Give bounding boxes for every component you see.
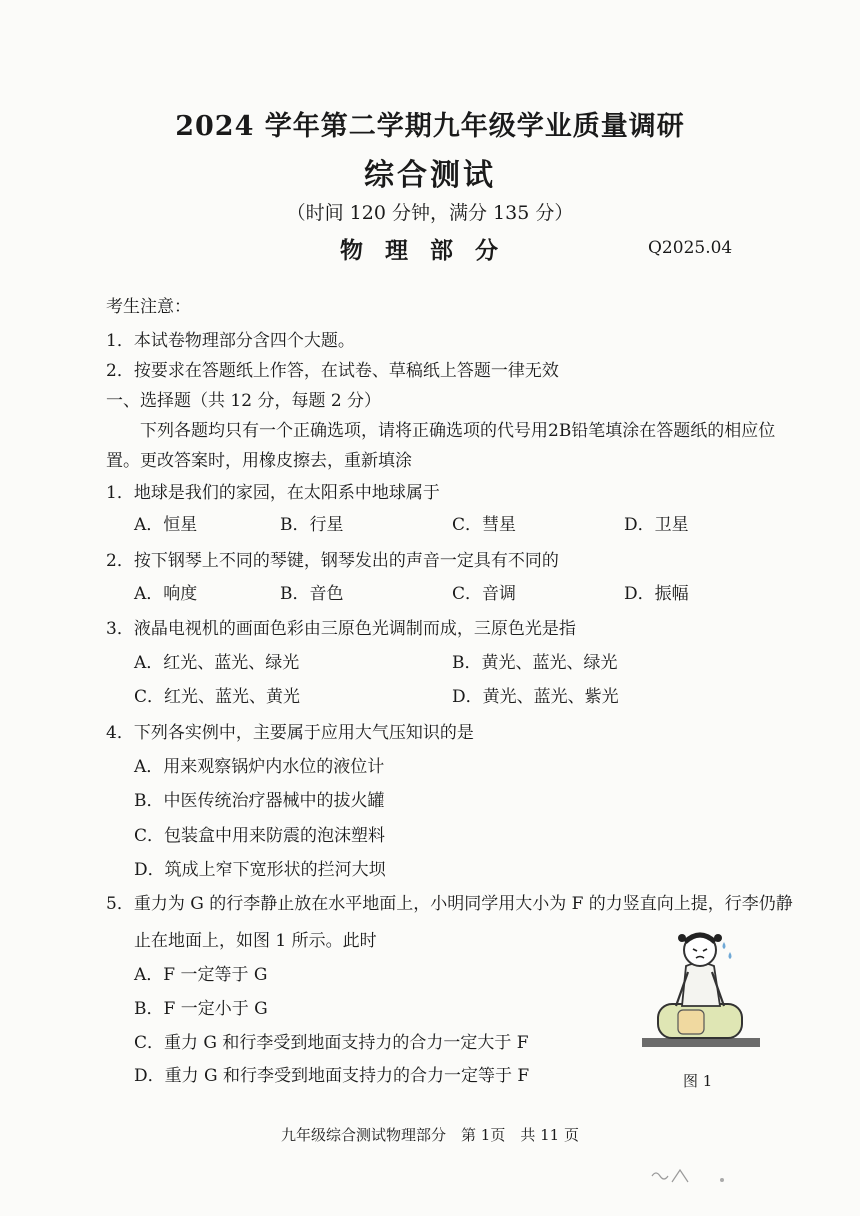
question-4-option-b: B．中医传统治疗器械中的拔火罐: [134, 791, 385, 811]
part1-heading: 一、选择题（共 12 分，每题 2 分）: [106, 391, 382, 411]
notice-item: 1．本试卷物理部分含四个大题。: [106, 331, 355, 351]
question-5-option-d: D．重力 G 和行李受到地面支持力的合力一定等于 F: [134, 1066, 530, 1086]
question-1-option-d: D．卫星: [624, 515, 689, 535]
question-1-option-c: C．彗星: [452, 515, 517, 535]
part1-instruction: 下列各题均只有一个正确选项，请将正确选项的代号用2B铅笔填涂在答题纸的相应位: [140, 421, 776, 441]
figure-caption: 图 1: [683, 1072, 713, 1090]
question-2-option-c: C．音调: [452, 584, 517, 604]
question-5-option-b: B．F 一定小于 G: [134, 999, 268, 1019]
question-4-option-d: D．筑成上窄下宽形状的拦河大坝: [134, 860, 386, 880]
time-note: （时间 120 分钟，满分 135 分）: [286, 202, 574, 224]
question-2-option-d: D．振幅: [624, 584, 689, 604]
sweat-drop: [723, 942, 726, 949]
question-5-stem: 5．重力为 G 的行李静止放在水平地面上，小明同学用大小为 F 的力竖直向上提，行李仍静: [106, 894, 793, 914]
notice-heading: 考生注意：: [106, 297, 191, 317]
question-3-option-c: C．红光、蓝光、黄光: [134, 687, 301, 707]
question-4-option-a: A．用来观察锅炉内水位的液位计: [134, 757, 385, 777]
question-3-option-d: D．黄光、蓝光、紫光: [452, 687, 619, 707]
question-2-stem: 2．按下钢琴上不同的琴键，钢琴发出的声音一定具有不同的: [106, 551, 559, 571]
question-4-stem: 4．下列各实例中，主要属于应用大气压知识的是: [106, 723, 474, 743]
question-1-stem: 1．地球是我们的家园，在太阳系中地球属于: [106, 483, 440, 503]
scan-mark-icon: [648, 1162, 728, 1192]
luggage-pocket-shape: [678, 1010, 704, 1034]
figure-1-illustration: [638, 920, 764, 1060]
notice-item: 2．按要求在答题纸上作答，在试卷、草稿纸上答题一律无效: [106, 361, 559, 381]
question-5-stem-cont: 止在地面上，如图 1 所示。此时: [134, 931, 377, 951]
sweat-drop: [729, 952, 732, 959]
hair-bun-right: [714, 934, 722, 942]
part1-instruction: 置。更改答案时，用橡皮擦去，重新填涂: [106, 451, 412, 471]
question-3-option-b: B．黄光、蓝光、绿光: [452, 653, 618, 673]
question-2-option-a: A．响度: [134, 584, 198, 604]
section-title: 物理部分: [340, 237, 520, 264]
exam-subtitle: 综合测试: [364, 158, 496, 193]
body-shape: [682, 963, 720, 1006]
question-4-option-c: C．包装盒中用来防震的泡沫塑料: [134, 826, 386, 846]
page-footer: 九年级综合测试物理部分 第 1页 共 11 页: [281, 1126, 579, 1144]
hair-bun-left: [678, 934, 686, 942]
question-1-option-b: B．行星: [280, 515, 344, 535]
question-1-option-a: A．恒星: [134, 515, 198, 535]
exam-code: Q2025.04: [648, 238, 733, 258]
question-3-option-a: A．红光、蓝光、绿光: [134, 653, 300, 673]
question-2-option-b: B．音色: [280, 584, 344, 604]
ground-shape: [642, 1038, 760, 1047]
question-5-option-c: C．重力 G 和行李受到地面支持力的合力一定大于 F: [134, 1033, 529, 1053]
question-3-stem: 3．液晶电视机的画面色彩由三原色光调制而成，三原色光是指: [106, 619, 576, 639]
exam-title: 2024 学年第二学期九年级学业质量调研: [175, 111, 685, 142]
question-5-option-a: A．F 一定等于 G: [134, 965, 268, 985]
